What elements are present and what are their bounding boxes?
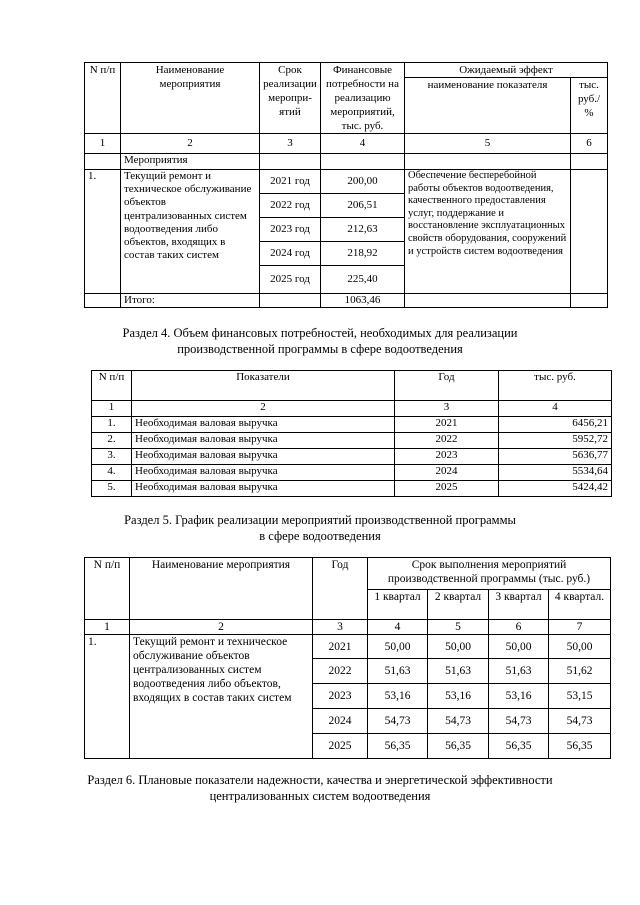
q4-value: 51,62 [549,659,611,684]
col-header-indicator-name: наименование показателя [405,78,571,134]
row-year: 2024 [313,709,368,734]
q3-value: 54,73 [489,709,549,734]
section-5-title-line1: Раздел 5. График реализации мероприятий производственной программы [124,513,516,527]
col-number: 1 [92,401,132,417]
row-number: 2. [92,433,132,449]
row-year: 2023 [395,449,499,465]
row-year: 2021 [313,635,368,659]
amount: 200,00 [321,170,405,194]
col-number: 2 [121,134,260,154]
col-header-name: Наименование мероприятия [121,63,260,134]
period-year: 2024 год [260,242,321,266]
col-number: 4 [368,620,428,635]
effect-text: Обеспечение бесперебойной работы объектов водоотведения, качественного предоставления услуг, поддержание и восстановление эксплуатационных свойств оборудования, сооружений и устройств систем водоотведения [405,170,571,294]
col-header-year: Год [313,558,368,620]
row-number: 1. [85,170,121,294]
col-header-year: Год [395,371,499,401]
col-number: 2 [130,620,313,635]
indicator-name: Необходимая валовая выручка [132,449,395,465]
q2-value: 50,00 [428,635,489,659]
q4-value: 54,73 [549,709,611,734]
table-row [92,481,612,497]
col-header-deadline: Срок выполнения мероприятий производственной программы (тыс. руб.) [368,558,611,590]
amount: 212,63 [321,218,405,242]
indicator-name: Необходимая валовая выручка [132,433,395,449]
q2-value: 51,63 [428,659,489,684]
total-label: Итого: [121,294,260,308]
indicator-name: Необходимая валовая выручка [132,417,395,433]
q2-value: 54,73 [428,709,489,734]
row-value: 6456,21 [499,417,612,433]
amount: 218,92 [321,242,405,266]
col-header-q4: 4 квартал. [549,590,611,620]
period-year: 2025 год [260,266,321,294]
q1-value: 51,63 [368,659,428,684]
total-row [85,294,608,308]
row-year: 2023 [313,684,368,709]
table-row [92,465,612,481]
row-year: 2025 [395,481,499,497]
table-row [85,170,608,194]
col-number: 5 [405,134,571,154]
table-row [92,433,612,449]
col-number: 3 [395,401,499,417]
column-numbers-row [92,401,612,417]
col-header-indicator: Показатели [132,371,395,401]
indicator-name: Необходимая валовая выручка [132,481,395,497]
period-year: 2023 год [260,218,321,242]
row-value: 5534,64 [499,465,612,481]
section-label: Мероприятия [121,154,260,170]
q4-value: 53,15 [549,684,611,709]
table-row [92,417,612,433]
measure-name: Текущий ремонт и техническое обслуживание объектов централизованных систем водоотведения либо объектов, входящих в состав таких систем [121,170,260,294]
row-year: 2022 [395,433,499,449]
table-row [92,449,612,465]
col-number: 4 [499,401,612,417]
q3-value: 56,35 [489,734,549,759]
row-value: 5424,42 [499,481,612,497]
col-number: 1 [85,620,130,635]
section-4-title [0,325,640,357]
col-header-effect: Ожидаемый эффект [405,63,608,78]
table-row [85,635,611,659]
section-row [85,154,608,170]
row-number: 5. [92,481,132,497]
schedule-table [84,557,611,759]
row-number: 4. [92,465,132,481]
q3-value: 51,63 [489,659,549,684]
total-value: 1063,46 [321,294,405,308]
row-number: 1. [92,417,132,433]
q3-value: 53,16 [489,684,549,709]
col-number: 3 [313,620,368,635]
col-header-num: N п/п [85,63,121,134]
section-6-title-line2: централизованных систем водоотведения [209,789,431,803]
col-header-name: Наименование мероприятия [130,558,313,620]
col-number: 1 [85,134,121,154]
section-4-title-line1: Раздел 4. Объем финансовых потребностей, необходимых для реализации [122,326,518,340]
q4-value: 50,00 [549,635,611,659]
q1-value: 53,16 [368,684,428,709]
col-number: 5 [428,620,489,635]
col-number: 6 [571,134,608,154]
row-number: 3. [92,449,132,465]
amount: 206,51 [321,194,405,218]
section-5-title-line2: в сфере водоотведения [259,529,381,543]
column-numbers-row [85,134,608,154]
q4-value: 56,35 [549,734,611,759]
col-header-num: N п/п [92,371,132,401]
q1-value: 56,35 [368,734,428,759]
col-header-unit: тыс. руб./ % [571,78,608,134]
financial-needs-table [91,370,612,497]
column-numbers-row [85,620,611,635]
q1-value: 54,73 [368,709,428,734]
col-header-finance: Финансовые потребности на реализацию мероприятий, тыс. руб. [321,63,405,134]
q1-value: 50,00 [368,635,428,659]
section-5-title [0,512,640,544]
row-year: 2021 [395,417,499,433]
row-year: 2022 [313,659,368,684]
col-number: 6 [489,620,549,635]
row-number: 1. [85,635,130,759]
row-year: 2024 [395,465,499,481]
section-4-title-line2: производственной программы в сфере водоотведения [177,342,463,356]
row-value: 5952,72 [499,433,612,449]
period-year: 2021 год [260,170,321,194]
q2-value: 53,16 [428,684,489,709]
col-header-q2: 2 квартал [428,590,489,620]
col-number: 4 [321,134,405,154]
row-year: 2025 [313,734,368,759]
col-number: 7 [549,620,611,635]
indicator-name: Необходимая валовая выручка [132,465,395,481]
row-value: 5636,77 [499,449,612,465]
col-header-q1: 1 квартал [368,590,428,620]
period-year: 2022 год [260,194,321,218]
col-number: 3 [260,134,321,154]
col-header-q3: 3 квартал [489,590,549,620]
col-header-period: Срок реализации меропри-ятий [260,63,321,134]
section-6-title [0,772,640,804]
q3-value: 50,00 [489,635,549,659]
q2-value: 56,35 [428,734,489,759]
col-header-unit: тыс. руб. [499,371,612,401]
measures-table [84,62,608,308]
section-6-title-line1: Раздел 6. Плановые показатели надежности, качества и энергетической эффективности [87,773,553,787]
col-header-num: N п/п [85,558,130,620]
amount: 225,40 [321,266,405,294]
col-number: 2 [132,401,395,417]
measure-name: Текущий ремонт и техническое обслуживание объектов централизованных систем водоотведения либо объектов, входящих в состав таких систем [130,635,313,759]
